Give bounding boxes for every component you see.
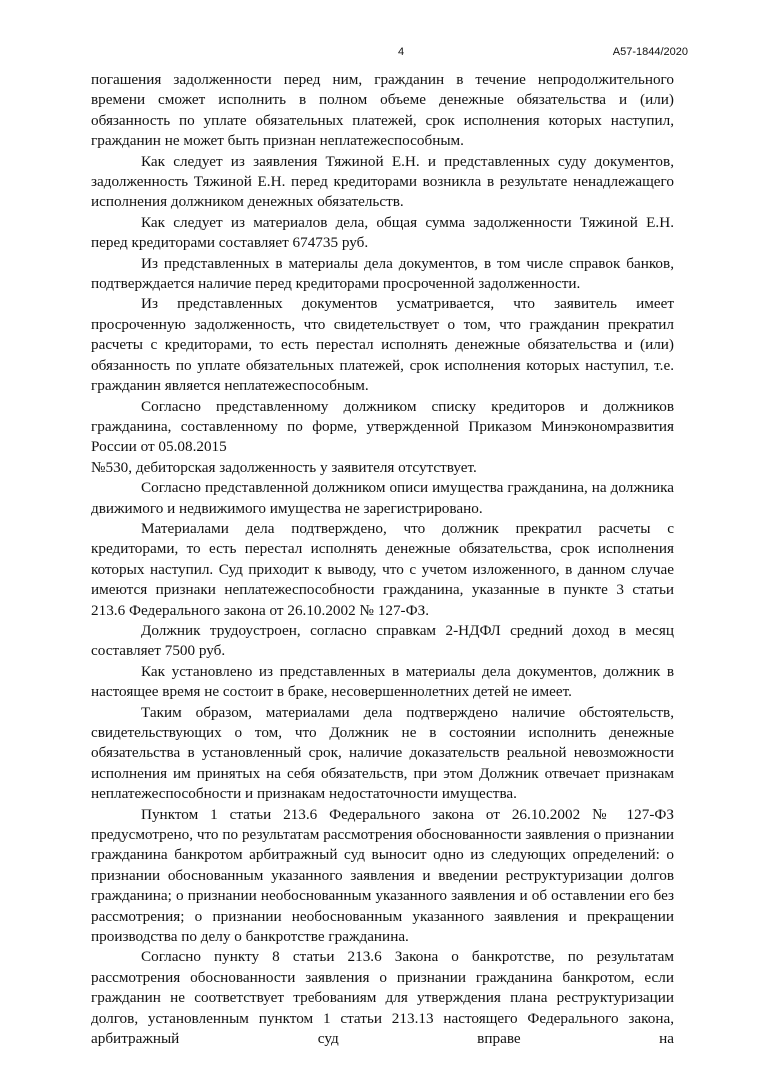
document-body	[91, 70, 674, 1050]
paragraph: погашения задолженности перед ним, гражданин в течение непродолжительного времени сможет исполнить в полном объеме денежные обязательства и (или) обязанность по уплате обязательных платежей, срок исполнения которых наступил, гражданин не может быть признан неплатежеспособным.	[91, 71, 674, 150]
paragraph: Должник трудоустроен, согласно справкам 2-НДФЛ средний доход в месяц составляет 7500 руб.	[91, 621, 674, 660]
paragraph: Как установлено из представленных в материалы дела документов, должник в настоящее время не состоит в браке, несовершеннолетних детей не имеет.	[91, 662, 674, 701]
case-number: А57-1844/2020	[612, 46, 688, 58]
paragraph: Из представленных в материалы дела документов, в том числе справок банков, подтверждается наличие перед кредиторами просроченной задолженности.	[91, 254, 674, 293]
paragraph: Из представленных документов усматривается, что заявитель имеет просроченную задолженность, что свидетельствует о том, что гражданин прекратил расчеты с кредиторами, то есть перестал исполнять денежные обязательства и (или) обязанность по уплате обязательных платежей, срок исполнения которых наступил, т.е. гражданин является неплатежеспособным.	[91, 295, 674, 395]
paragraph: Как следует из материалов дела, общая сумма задолженности Тяжиной Е.Н. перед кредиторами составляет 674735 руб.	[91, 213, 674, 252]
paragraph: Материалами дела подтверждено, что должник прекратил расчеты с кредиторами, то есть перестал исполнять денежные обязательства, срок исполнения которых наступил. Суд приходит к выводу, что с учетом изложенного, в данном случае имеются признаки неплатежеспособности гражданина, указанные в пункте 3 статьи 213.6 Федерального закона от 26.10.2002 № 127-ФЗ.	[91, 519, 674, 619]
paragraph: Согласно представленной должником описи имущества гражданина, на должника движимого и недвижимого имущества не зарегистрировано.	[91, 479, 674, 517]
paragraph: Как следует из заявления Тяжиной Е.Н. и представленных суду документов, задолженность Тяжиной Е.Н. перед кредиторами возникла в результате ненадлежащего исполнения должником денежных обязательств.	[91, 152, 674, 211]
page-number: 4	[397, 46, 405, 58]
paragraph: Таким образом, материалами дела подтверждено наличие обстоятельств, свидетельствующих о том, что Должник не в состоянии исполнить денежные обязательства в установленный срок, наличие доказательств реальной невозможности исполнения им принятых на себя обязательств, при этом Должник отвечает признакам неплатежеспособности и признакам недостаточности имущества.	[91, 703, 674, 803]
paragraph: Согласно пункту 8 статьи 213.6 Закона о банкротстве, по результатам рассмотрения обоснованности заявления о признании гражданина банкротом, если гражданин не соответствует требованиям для утверждения плана реструктуризации долгов, установленным пунктом 1 статьи 213.13 настоящего Федерального закона, арбитражный суд вправе на	[91, 948, 674, 1048]
paragraph: Согласно представленному должником списку кредиторов и должников гражданина, составленному по форме, утвержденной Приказом Минэкономразвития России от 05.08.2015 №530, дебиторская задолженность у заявителя отсутствует.	[91, 397, 674, 476]
paragraph: Пунктом 1 статьи 213.6 Федерального закона от 26.10.2002 № 127-ФЗ предусмотрено, что по результатам рассмотрения обоснованности заявления о признании гражданина банкротом арбитражный суд выносит одно из следующих определений: о признании обоснованным указанного заявления и введении реструктуризации долгов гражданина; о признании необоснованным указанного заявления и об оставлении его без рассмотрения; о признании необоснованным указанного заявления и прекращении производства по делу о банкротстве гражданина.	[91, 805, 674, 946]
